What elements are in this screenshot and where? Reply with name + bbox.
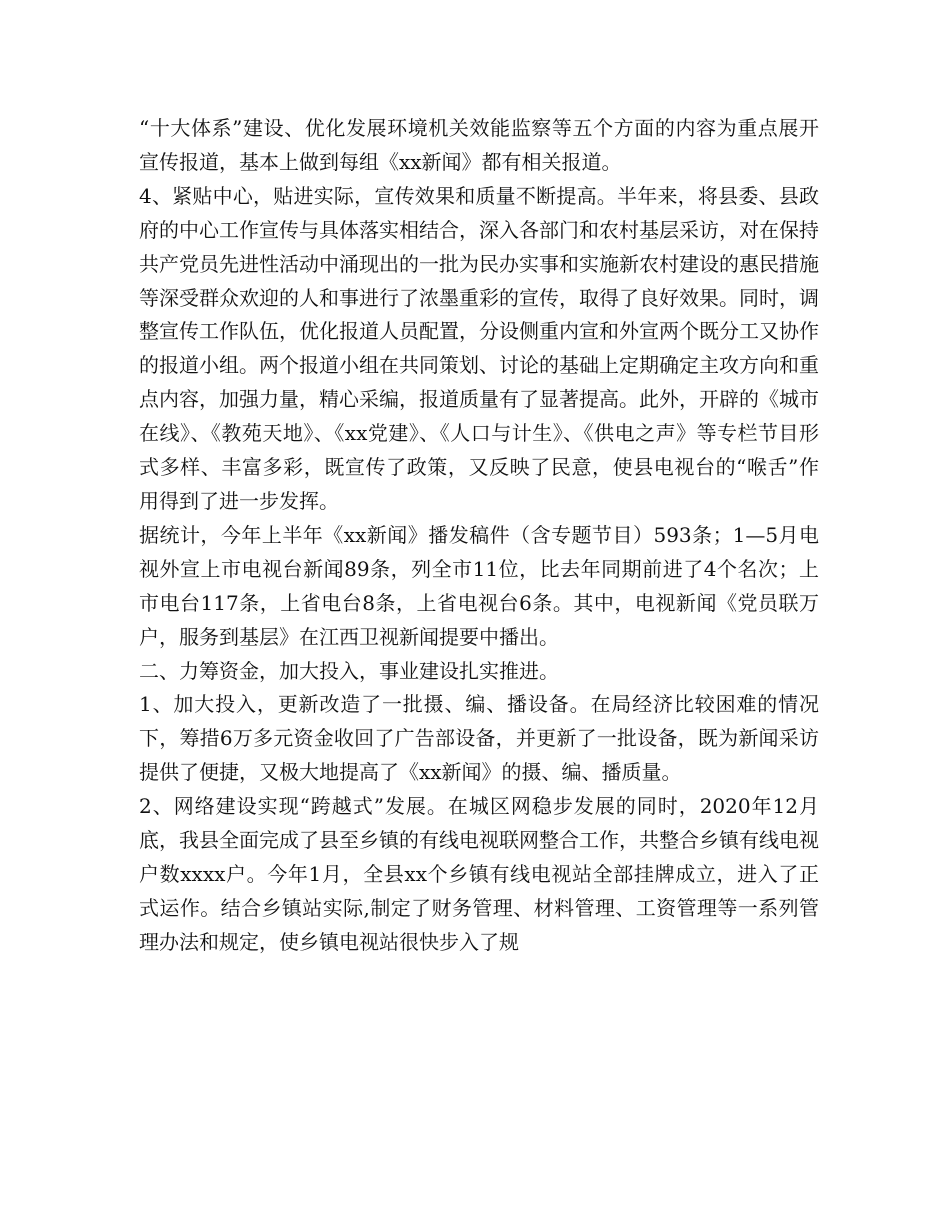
document-body [139,112,819,960]
paragraph-5: 2、网络建设实现“跨越式”发展。在城区网稳步发展的同时，2020年12月底，我县全面完成了县至乡镇的有线电视联网整合工作，共整合乡镇有线电视户数xxxx户。今年1月，全县xx个乡镇有线电视站全部挂牌成立，进入了正式运作。结合乡镇站实际,制定了财务管理、材料管理、工资管理等一系列管理办法和规定，使乡镇电视站很快步入了规 [139,794,819,954]
paragraph-2: 4、紧贴中心，贴进实际，宣传效果和质量不断提高。半年来，将县委、县政府的中心工作宣传与具体落实相结合，深入各部门和农村基层采访，对在保持共产党员先进性活动中涌现出的一批为民办实事和实施新农村建设的惠民措施等深受群众欢迎的人和事进行了浓墨重彩的宣传，取得了良好效果。同时，调整宣传工作队伍，优化报道人员配置，分设侧重内宣和外宣两个既分工又协作的报道小组。两个报道小组在共同策划、讨论的基础上定期确定主攻方向和重点内容，加强力量，精心采编，报道质量有了显著提高。此外，开辟的《城市在线》、《教苑天地》、《xx党建》、《人口与计生》、《供电之声》等专栏节目形式多样、丰富多彩，既宣传了政策，又反映了民意，使县电视台的“喉舌”作用得到了进一步发挥。 [139,183,819,513]
paragraph-3: 据统计，今年上半年《xx新闻》播发稿件（含专题节目）593条；1—5月电视外宣上市电视台新闻89条，列全市11位，比去年同期前进了4个名次；上市电台117条，上省电台8条，上省电视台6条。其中，电视新闻《党员联万户，服务到基层》在江西卫视新闻提要中播出。 [139,522,819,649]
paragraph-4: 1、加大投入，更新改造了一批摄、编、播设备。在局经济比较困难的情况下，筹措6万多元资金收回了广告部设备，并更新了一批设备，既为新闻采访提供了便捷，又极大地提高了《xx新闻》的摄、编、播质量。 [139,692,819,785]
section-heading: 二、力筹资金，加大投入，事业建设扎实推进。 [139,658,559,683]
paragraph-1: “十大体系”建设、优化发展环境机关效能监察等五个方面的内容为重点展开宣传报道，基本上做到每组《xx新闻》都有相关报道。 [139,116,819,174]
